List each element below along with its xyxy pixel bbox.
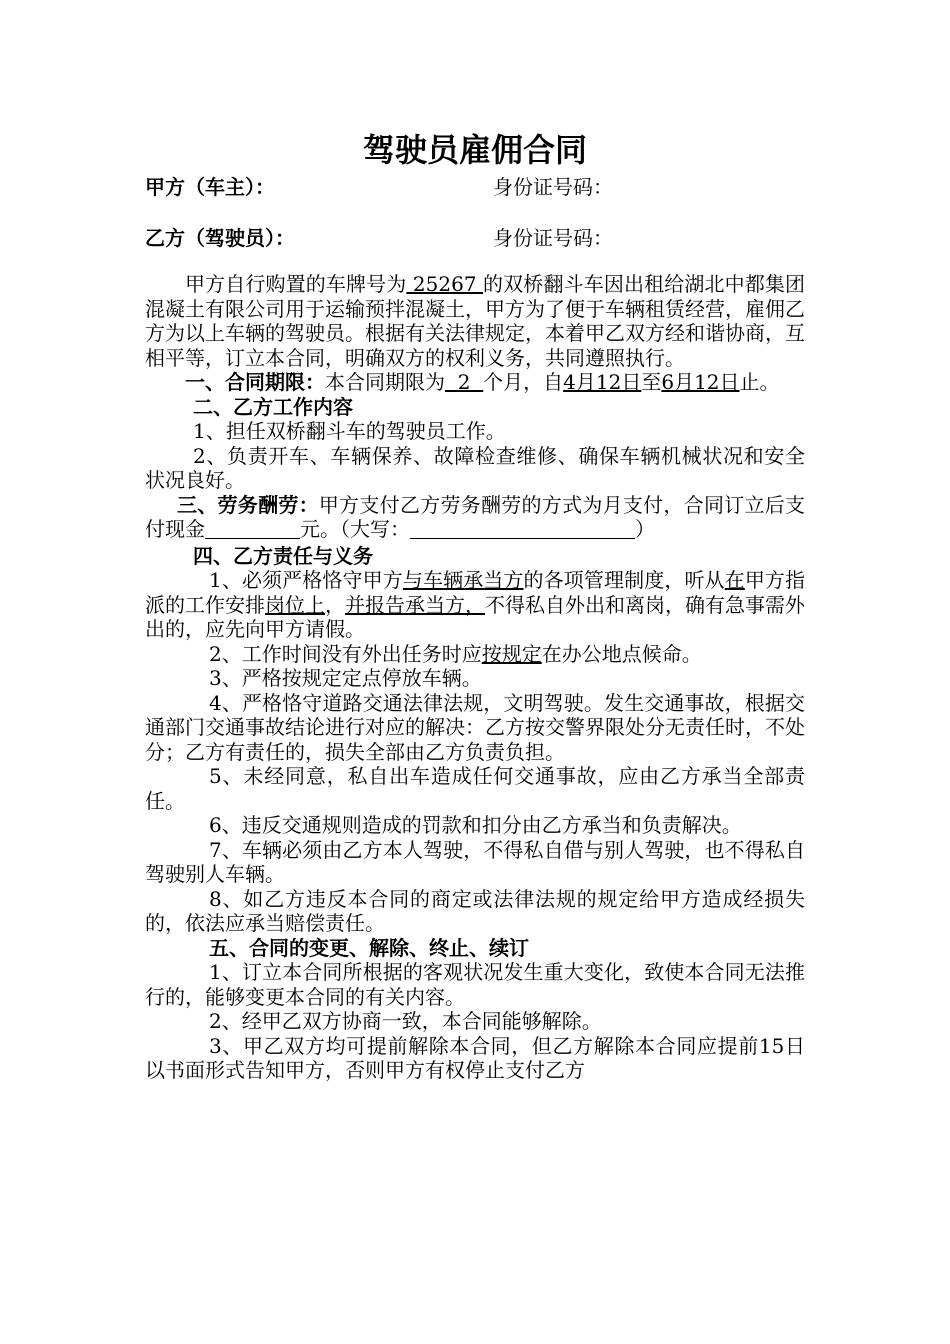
section-3-pay: 三、劳务酬劳：甲方支付乙方劳务酬劳的方式为月支付，合同订立后支付现金 元。（大写： ） <box>145 492 806 541</box>
section-5-item: 2、经甲乙双方协商一致，本合同能够解除。 <box>209 1009 602 1033</box>
section-4-heading: 四、乙方责任与义务 <box>193 543 373 568</box>
section-5-heading: 五、合同的变更、解除、终止、续订 <box>209 935 529 960</box>
party-b-id-label: 身份证号码： <box>493 226 613 250</box>
section-4-item: 4、严格恪守道路交通法律法规，文明驾驶。发生交通事故，根据交通部门交通事故结论进行对应的解决：乙方按交警界限处分无责任时，不处分；乙方有责任的，损失全部由乙方负责负担。 <box>145 690 805 764</box>
section-3-heading: 三、劳务酬劳： <box>177 492 319 517</box>
section-4-item: 6、违反交通规则造成的罚款和扣分由乙方承当和负责解决。 <box>209 813 742 837</box>
section-4-item: 1、必须严格恪守甲方与车辆承当方的各项管理制度，听从在甲方指派的工作安排岗位上，并报告承当方，不得私自外出和离岗，确有急事需外出的，应先向甲方请假。 <box>145 568 806 641</box>
section-5-item: 3、甲乙双方均可提前解除本合同，但乙方解除本合同应提前15日以书面形式告知甲方，否则甲方有权停止支付乙方 <box>145 1033 805 1082</box>
section-4-item: 8、如乙方违反本合同的商定或法律法规的规定给甲方造成经损失的，依法应承当赔偿责任。 <box>145 886 805 935</box>
contract-body <box>145 272 805 1083</box>
amount-in-words-blank <box>410 518 635 539</box>
section-2-heading: 二、乙方工作内容 <box>193 394 353 419</box>
section-4-item: 5、未经同意，私自出车造成任何交通事故，应由乙方承当全部责任。 <box>145 764 805 813</box>
section-4-item: 7、车辆必须由乙方本人驾驶，不得私自借与别人驾驶，也不得私自驾驶别人车辆。 <box>145 837 805 886</box>
term-months: 2 <box>445 370 484 394</box>
section-4-item: 2、工作时间没有外出任务时应按规定在办公地点候命。 <box>209 641 702 666</box>
term-start-date: 4月12日 <box>563 370 642 394</box>
section-5-item: 1、订立本合同所根据的客观状况发生重大变化，致使本合同无法推行的，能够变更本合同的有关内容。 <box>145 960 805 1009</box>
cash-amount-blank <box>205 518 300 539</box>
plate-number: 25267 <box>406 272 484 296</box>
document-title: 驾驶员雇佣合同 <box>362 131 587 169</box>
section-1-term: 一、合同期限：本合同期限为 2 个月，自4月12日至6月12日止。 <box>185 370 780 394</box>
party-a-label: 甲方（车主）： <box>145 175 275 199</box>
section-2-item: 1、担任双桥翻斗车的驾驶员工作。 <box>193 419 506 443</box>
party-b-label: 乙方（驾驶员）： <box>145 226 295 250</box>
intro-paragraph: 甲方自行购置的车牌号为 25267 的双桥翻斗车因出租给湖北中都集团混凝土有限公司用于运输预拌混凝土，甲方为了便于车辆租赁经营，雇佣乙方为以上车辆的驾驶员。根据有关法律规定，本着甲乙双方经和谐协商，互相平等，订立本合同，明确双方的权利义务，共同遵照执行。 <box>145 272 806 370</box>
party-a-line <box>145 175 613 199</box>
section-1-heading: 一、合同期限： <box>185 370 325 394</box>
section-2-item: 2、负责开车、车辆保养、故障检查维修、确保车辆机械状况和安全状况良好。 <box>145 443 805 492</box>
term-end-date: 6月12日 <box>661 370 740 394</box>
party-b-line <box>145 226 613 250</box>
section-4-item: 3、严格按规定定点停放车辆。 <box>209 666 482 690</box>
party-a-id-label: 身份证号码： <box>493 175 613 199</box>
